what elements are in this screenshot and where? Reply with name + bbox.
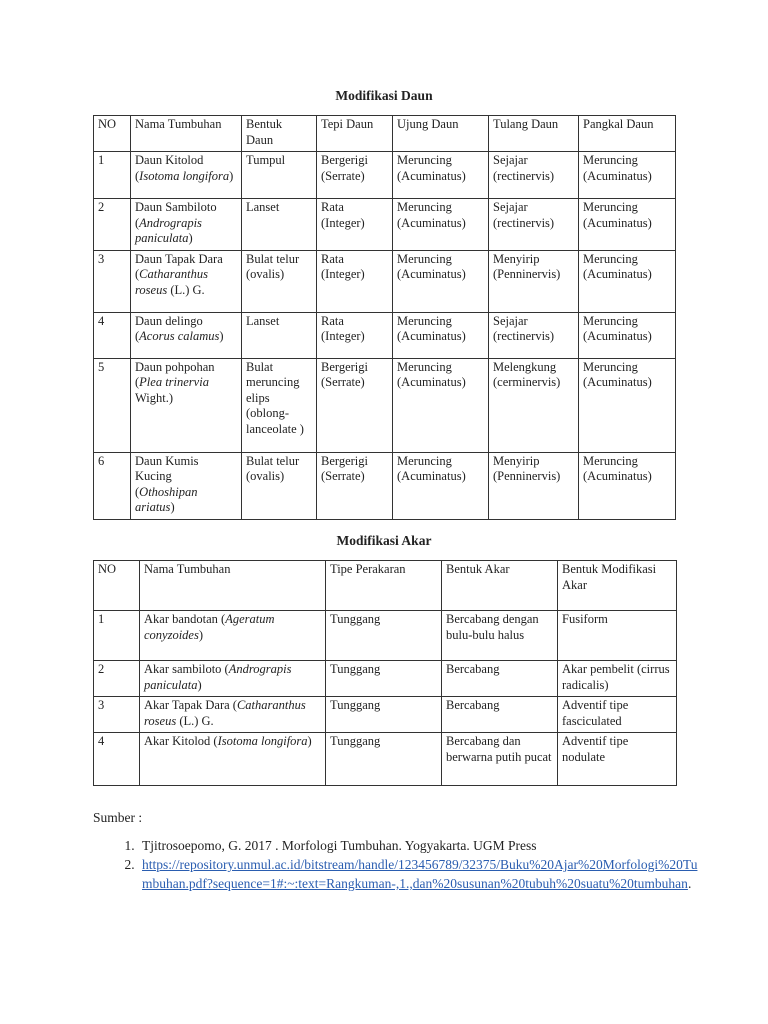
cell-ujung: Meruncing (Acuminatus) — [393, 152, 489, 199]
cell-ujung: Meruncing (Acuminatus) — [393, 452, 489, 519]
cell-bentuk: Bulat telur (ovalis) — [242, 250, 317, 312]
cell-tepi: Rata (Integer) — [317, 199, 393, 251]
table-row — [94, 312, 676, 358]
cell-pangkal: Meruncing (Acuminatus) — [579, 199, 676, 251]
cell-nama: Daun delingo (Acorus calamus) — [131, 312, 242, 358]
cell-no: 4 — [94, 733, 140, 786]
cell-no: 1 — [94, 611, 140, 661]
reference-list — [93, 836, 698, 893]
header-tipe-perakaran: Tipe Perakaran — [326, 561, 442, 611]
cell-modifikasi: Adventif tipe fasciculated — [558, 697, 677, 733]
cell-pangkal: Meruncing (Acuminatus) — [579, 452, 676, 519]
cell-tulang: Sejajar (rectinervis) — [489, 199, 579, 251]
cell-tulang: Sejajar (rectinervis) — [489, 312, 579, 358]
reference-item: 2. https://repository.unmul.ac.id/bitstream/handle/123456789/32375/Buku%20Ajar%20Morfologi%20Tumbuhan.pdf?sequence=1#:~:text=Rangkuman-,1.,dan%20susunan%20tubuh%20suatu%20tumbuhan. — [138, 855, 698, 893]
reference-link[interactable]: https://repository.unmul.ac.id/bitstream/handle/123456789/32375/Buku%20Ajar%20Morfologi%20Tumbuhan.pdf?sequence=1#:~:text=Rangkuman-,1.,dan%20susunan%20tubuh%20suatu%20tumbuhan — [142, 857, 698, 891]
cell-bentuk: Bercabang dan berwarna putih pucat — [442, 733, 558, 786]
cell-no: 3 — [94, 250, 131, 312]
cell-pangkal: Meruncing (Acuminatus) — [579, 250, 676, 312]
cell-nama: Akar sambiloto (Andrograpis paniculata) — [140, 661, 326, 697]
cell-bentuk: Bulat meruncing elips (oblong-lanceolate ) — [242, 358, 317, 452]
table-row — [94, 611, 677, 661]
cell-nama: Daun Tapak Dara (Catharanthus roseus (L.) G. — [131, 250, 242, 312]
header-bentuk-modifikasi-akar: Bentuk Modifikasi Akar — [558, 561, 677, 611]
sumber-label: Sumber : — [93, 810, 143, 825]
cell-bentuk: Bercabang — [442, 661, 558, 697]
table-row — [94, 661, 677, 697]
reference-text: Tjitrosoepomo, G. 2017 . Morfologi Tumbuhan. Yogyakarta. UGM Press — [142, 838, 537, 853]
cell-ujung: Meruncing (Acuminatus) — [393, 358, 489, 452]
cell-ujung: Meruncing (Acuminatus) — [393, 199, 489, 251]
cell-no: 3 — [94, 697, 140, 733]
cell-ujung: Meruncing (Acuminatus) — [393, 250, 489, 312]
cell-tulang: Sejajar (rectinervis) — [489, 152, 579, 199]
cell-tipe: Tunggang — [326, 611, 442, 661]
cell-nama: Daun Kitolod (Isotoma longifora) — [131, 152, 242, 199]
cell-nama: Akar Kitolod (Isotoma longifora) — [140, 733, 326, 786]
cell-no: 2 — [94, 199, 131, 251]
header-nama-tumbuhan: Nama Tumbuhan — [131, 116, 242, 152]
daun-header-row — [94, 116, 676, 152]
cell-no: 4 — [94, 312, 131, 358]
cell-no: 1 — [94, 152, 131, 199]
akar-header-row — [94, 561, 677, 611]
cell-tepi: Bergerigi (Serrate) — [317, 452, 393, 519]
cell-pangkal: Meruncing (Acuminatus) — [579, 152, 676, 199]
cell-nama: Daun Kumis Kucing (Othoshipan ariatus) — [131, 452, 242, 519]
daun-table-title: Modifikasi Daun — [335, 88, 433, 103]
cell-modifikasi: Akar pembelit (cirrus radicalis) — [558, 661, 677, 697]
cell-tipe: Tunggang — [326, 661, 442, 697]
header-tulang-daun: Tulang Daun — [489, 116, 579, 152]
cell-nama: Daun Sambiloto (Andrograpis paniculata) — [131, 199, 242, 251]
cell-tulang: Menyirip (Penninervis) — [489, 250, 579, 312]
cell-modifikasi: Adventif tipe nodulate — [558, 733, 677, 786]
header-pangkal-daun: Pangkal Daun — [579, 116, 676, 152]
header-ujung-daun: Ujung Daun — [393, 116, 489, 152]
table-row — [94, 733, 677, 786]
cell-bentuk: Tumpul — [242, 152, 317, 199]
table-row — [94, 452, 676, 519]
cell-tipe: Tunggang — [326, 697, 442, 733]
daun-table — [93, 115, 676, 520]
table-row — [94, 250, 676, 312]
header-nama-tumbuhan: Nama Tumbuhan — [140, 561, 326, 611]
cell-tipe: Tunggang — [326, 733, 442, 786]
table-row — [94, 697, 677, 733]
cell-nama: Daun pohpohan (Plea trinervia Wight.) — [131, 358, 242, 452]
header-no: NO — [94, 561, 140, 611]
table-row — [94, 199, 676, 251]
cell-bentuk: Lanset — [242, 199, 317, 251]
cell-bentuk: Lanset — [242, 312, 317, 358]
cell-modifikasi: Fusiform — [558, 611, 677, 661]
reference-item — [138, 836, 698, 855]
cell-ujung: Meruncing (Acuminatus) — [393, 312, 489, 358]
table-row — [94, 152, 676, 199]
cell-tulang: Melengkung (cerminervis) — [489, 358, 579, 452]
cell-no: 5 — [94, 358, 131, 452]
cell-bentuk: Bercabang dengan bulu-bulu halus — [442, 611, 558, 661]
cell-nama: Akar bandotan (Ageratum conyzoides) — [140, 611, 326, 661]
cell-tepi: Bergerigi (Serrate) — [317, 152, 393, 199]
header-bentuk-daun: Bentuk Daun — [242, 116, 317, 152]
cell-nama: Akar Tapak Dara (Catharanthus roseus (L.) G. — [140, 697, 326, 733]
header-tepi-daun: Tepi Daun — [317, 116, 393, 152]
cell-tepi: Bergerigi (Serrate) — [317, 358, 393, 452]
header-bentuk-akar: Bentuk Akar — [442, 561, 558, 611]
cell-tulang: Menyirip (Penninervis) — [489, 452, 579, 519]
cell-bentuk: Bercabang — [442, 697, 558, 733]
cell-pangkal: Meruncing (Acuminatus) — [579, 312, 676, 358]
cell-no: 2 — [94, 661, 140, 697]
cell-tepi: Rata (Integer) — [317, 250, 393, 312]
header-no: NO — [94, 116, 131, 152]
cell-pangkal: Meruncing (Acuminatus) — [579, 358, 676, 452]
cell-no: 6 — [94, 452, 131, 519]
table-row — [94, 358, 676, 452]
cell-bentuk: Bulat telur (ovalis) — [242, 452, 317, 519]
cell-tepi: Rata (Integer) — [317, 312, 393, 358]
akar-table-title: Modifikasi Akar — [336, 533, 432, 548]
akar-table — [93, 560, 677, 786]
